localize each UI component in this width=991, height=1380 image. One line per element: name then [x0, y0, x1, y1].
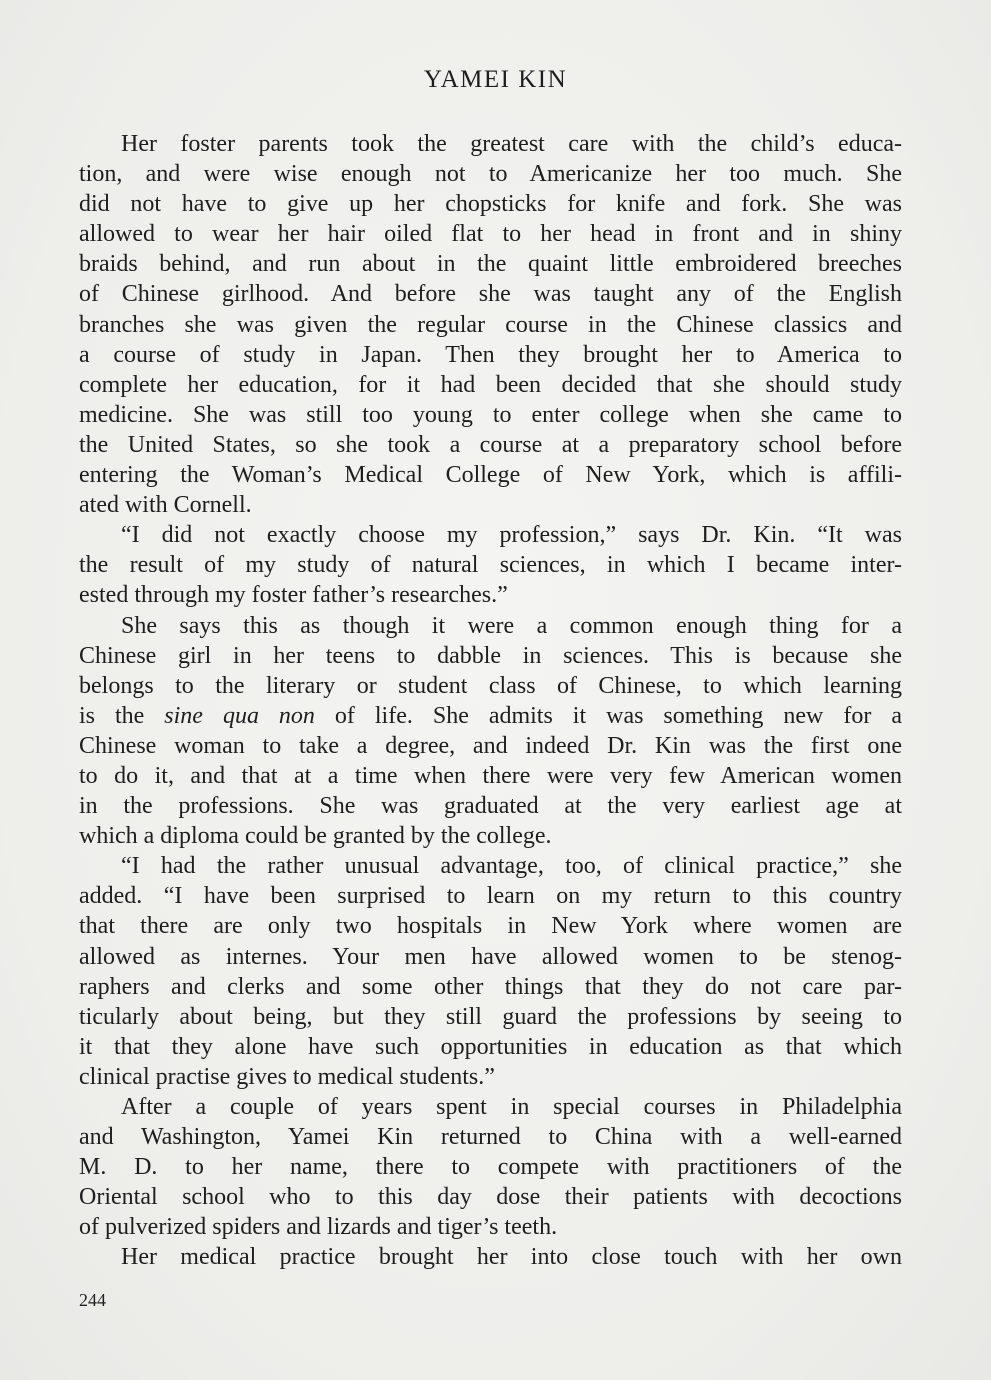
text-line: ated with Cornell.	[79, 492, 252, 519]
text-line: that there are only two hospitals in New York where women are	[79, 913, 902, 940]
text-line: Her medical practice brought her into close touch with her own	[121, 1244, 902, 1271]
text-line: and Washington, Yamei Kin returned to China with a well-earned	[79, 1124, 902, 1151]
text-line: After a couple of years spent in special courses in Philadelphia	[121, 1094, 902, 1120]
text-line: added. “I have been surprised to learn on my return to this country	[79, 883, 902, 910]
text-line: did not have to give up her chopsticks for knife and fork. She was	[79, 191, 902, 218]
text-line: medicine. She was still too young to enter college when she came to	[79, 401, 902, 428]
text-line: Her foster parents took the greatest care with the child’s educa-	[121, 131, 902, 157]
text-line: the United States, so she took a course at a preparatory school before	[79, 431, 902, 458]
text-segment: is the	[79, 702, 165, 729]
text-line	[79, 701, 902, 731]
body-text	[79, 129, 902, 1273]
text-line: Oriental school who to this day dose their patients with decoctions	[79, 1184, 902, 1211]
text-line: braids behind, and run about in the quaint little embroidered breeches	[79, 251, 902, 278]
text-line: of Chinese girlhood. And before she was taught any of the English	[79, 281, 902, 308]
text-line: belongs to the literary or student class of Chinese, to which learning	[79, 672, 902, 699]
text-line: She says this as though it were a common enough thing for a	[121, 612, 902, 639]
text-line: M. D. to her name, there to compete with practitioners of the	[79, 1154, 902, 1181]
text-line: allowed as internes. Your men have allowed women to be stenog-	[79, 943, 902, 970]
text-line: allowed to wear her hair oiled flat to her head in front and in shiny	[79, 221, 902, 248]
running-head: YAMEI KIN	[423, 66, 568, 93]
text-line: “I did not exactly choose my profession,” says Dr. Kin. “It was	[121, 522, 902, 549]
latin-phrase: sine qua non	[164, 702, 315, 729]
text-line: tion, and were wise enough not to Americanize her too much. She	[79, 161, 902, 188]
page-number: 244	[79, 1290, 106, 1310]
text-line: entering the Woman’s Medical College of New York, which is affili-	[79, 462, 902, 489]
text-line: the result of my study of natural sciences, in which I became inter-	[79, 552, 902, 579]
text-line: ested through my foster father’s researches.”	[79, 582, 508, 609]
text-line: of pulverized spiders and lizards and tiger’s teeth.	[79, 1214, 558, 1241]
text-line: raphers and clerks and some other things that they do not care par-	[79, 973, 902, 1000]
text-line: Chinese woman to take a degree, and indeed Dr. Kin was the first one	[79, 732, 902, 759]
text-segment: of life. She admits it was something new for a	[314, 702, 902, 729]
text-line: branches she was given the regular course in the Chinese classics and	[79, 311, 902, 338]
text-line: to do it, and that at a time when there were very few American women	[79, 762, 902, 789]
text-line: “I had the rather unusual advantage, too, of clinical practice,” she	[121, 853, 902, 880]
text-line: complete her education, for it had been decided that she should study	[79, 371, 902, 398]
text-line: a course of study in Japan. Then they brought her to America to	[79, 341, 902, 368]
text-line: it that they alone have such opportunities in education as that which	[79, 1033, 902, 1060]
text-line: Chinese girl in her teens to dabble in sciences. This is because she	[79, 642, 902, 669]
text-line: ticularly about being, but they still guard the professions by seeing to	[79, 1003, 902, 1030]
text-line: which a diploma could be granted by the college.	[79, 823, 552, 850]
text-line: clinical practise gives to medical students.”	[79, 1063, 495, 1090]
text-line: in the professions. She was graduated at the very earliest age at	[79, 793, 902, 820]
